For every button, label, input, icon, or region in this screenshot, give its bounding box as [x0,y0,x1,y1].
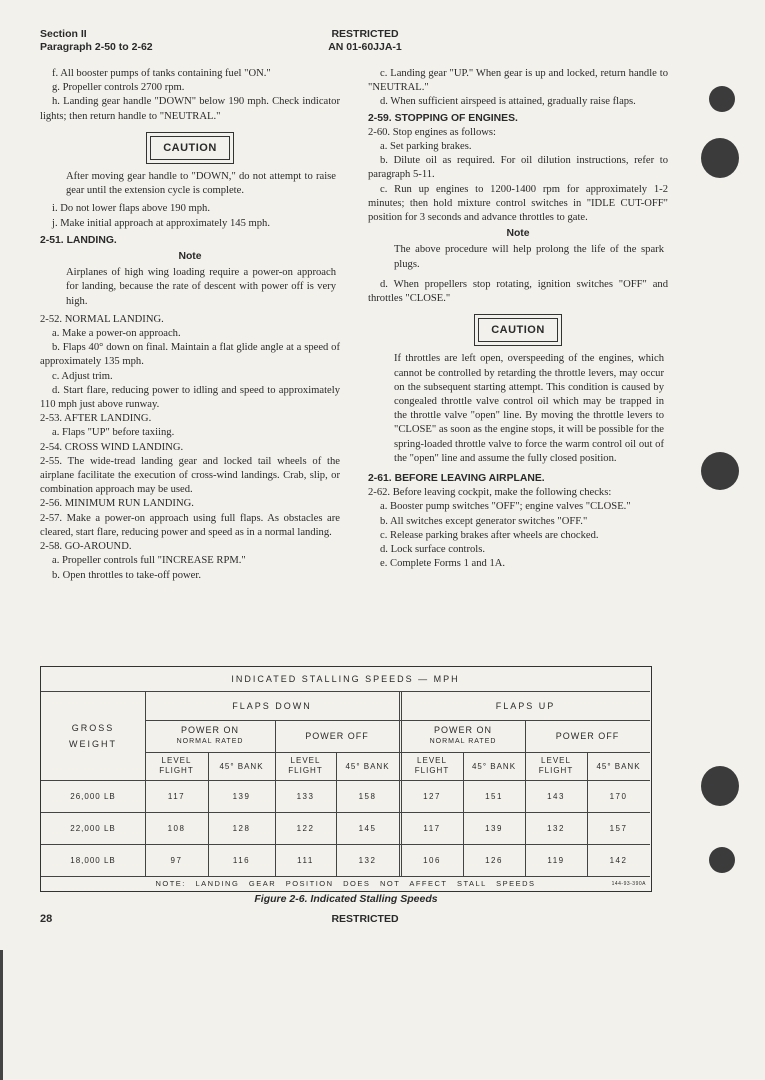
page-edge-shadow [0,950,3,1080]
step-2-52-d: d. Start flare, reducing power to idling and speed to approximately 110 mph just above runway. [40,384,340,411]
speed-cell: 151 [485,791,503,801]
row-weight: 22,000 LB [70,823,116,833]
note-text-right: The above procedure will help prolong the life of the spark plugs. [394,244,664,270]
step-2-52-a: a. Make a power-on approach. [52,328,181,340]
step-2-52-c: c. Adjust trim. [52,370,113,382]
page-number: 28 [40,913,53,925]
binder-hole [709,847,735,873]
figure-caption: Figure 2-6. Indicated Stalling Speeds [254,893,438,905]
speed-cell: 106 [423,855,441,865]
level-label: LEVEL [161,756,192,765]
caution-box-1 [40,132,340,164]
power-on-header-up [401,720,525,752]
para-2-62: 2-62. Before leaving cockpit, make the following checks: [368,487,612,499]
speed-cell: 116 [232,855,251,865]
step-i: i. Do not lower flaps above 190 mph. [52,203,210,215]
flight-label: FLIGHT [538,766,574,775]
note-label-left: Note [178,251,202,263]
speed-cell: 158 [358,791,377,801]
para-2-55: 2-55. The wide-tread landing gear and locked tail wheels of the airplane facilitate the execution of cross-wind landings. Crab, slip, or combination approach may be used. [40,455,340,496]
binder-hole [701,138,739,178]
power-off-header-up: POWER OFF [555,731,620,741]
page-header-center [300,28,430,54]
step-2-62-c: c. Release parking brakes after wheels are chocked. [380,529,599,541]
step-2-60-c: c. Run up engines to 1200-1400 rpm for approximately 1-2 minutes; then hold mixture control switches in "IDLE CUT-OFF" position for 3 seconds and advance throttles to gate. [368,183,668,224]
speed-cell: 133 [296,791,315,801]
step-2-62-b: b. All switches except generator switches "OFF." [380,515,588,527]
step-j: j. Make initial approach at approximately 145 mph. [52,217,270,229]
speed-cell: 132 [547,823,565,833]
step-2-60-d: d. When propellers stop rotating, ignition switches "OFF" and throttles "CLOSE." [368,278,668,305]
para-2-52: 2-52. NORMAL LANDING. [40,313,164,325]
binder-hole [701,766,739,806]
para-2-58: 2-58. GO-AROUND. [40,541,132,553]
heading-2-59: 2-59. STOPPING OF ENGINES. [368,112,518,124]
gross-weight-header [41,691,145,780]
speed-cell: 97 [170,855,183,865]
restricted-marking: RESTRICTED [331,28,399,40]
para-2-57: 2-57. Make a power-on approach using full flaps. As obstacles are cleared, start flare, reducing power and speed as in a normal landing. [40,512,340,538]
speed-cell: 142 [609,855,628,865]
speed-cell: 117 [167,791,186,801]
page-header-left [40,28,153,54]
footer-restricted: RESTRICTED [331,913,399,925]
para-2-60: 2-60. Stop engines as follows: [368,126,496,138]
paragraph-range: Paragraph 2-50 to 2-62 [40,41,153,53]
speed-cell: 145 [358,823,377,833]
speed-cell: 170 [609,791,628,801]
speed-cell: 108 [167,823,186,833]
level-label: LEVEL [541,756,571,765]
speed-cell: 127 [423,791,441,801]
flaps-up-header: FLAPS UP [495,700,556,711]
row-weight: 26,000 LB [70,791,116,801]
caution-label-1: CAUTION [150,136,230,160]
para-2-54: 2-54. CROSS WIND LANDING. [40,441,184,453]
step-f: f. All booster pumps of tanks containing fuel "ON." [52,68,271,79]
level-label: LEVEL [290,756,321,765]
note-label-right: Note [506,228,530,240]
step-2-62-d: d. Lock surface controls. [380,544,486,556]
binder-hole [709,86,735,112]
step-2-52-b: b. Flaps 40° down on final. Maintain a flat glide angle at a speed of approximately 135 mph. [40,342,340,368]
caution-box-2 [368,314,668,346]
bank-header: 45° BANK [596,761,641,771]
table-title: INDICATED STALLING SPEEDS — MPH [231,674,460,684]
speed-cell: 119 [547,855,565,865]
speed-cell: 111 [297,855,314,865]
step-2-58-a: a. Propeller controls full "INCREASE RPM." [52,555,246,567]
bank-header: 45° BANK [471,761,517,771]
speed-cell: 117 [423,823,441,833]
left-column [40,67,340,583]
level-flight-header [145,752,208,780]
level-flight-header [275,752,336,780]
binder-hole [701,452,739,490]
step-h: h. Landing gear handle "DOWN" below 190 mph. Check indicator lights; then return handle to "NEUTRAL." [40,96,340,122]
caution-text-1: After moving gear handle to "DOWN," do not attempt to raise gear until the extension cycle is complete. [66,171,336,197]
level-label: LEVEL [417,756,447,765]
speed-cell: 139 [485,823,503,833]
step-2-60-b: b. Dilute oil as required. For oil dilution instructions, refer to paragraph 5-11. [368,155,668,181]
para-2-56: 2-56. MINIMUM RUN LANDING. [40,498,194,510]
power-on-label: POWER ON [180,725,239,735]
note-text-left: Airplanes of high wing loading require a power-on approach for landing, because the rate of descent with power off is very high. [66,267,336,307]
row-weight: 18,000 LB [70,855,116,865]
speed-cell: 122 [296,823,315,833]
flight-label: FLIGHT [159,766,194,775]
step-2-60-a: a. Set parking brakes. [380,141,472,153]
para-2-53: 2-53. AFTER LANDING. [40,413,152,425]
normal-rated-label: NORMAL RATED [429,738,497,745]
figure-ref: 144-93-390A [611,881,646,887]
speed-cell: 126 [485,855,503,865]
normal-rated-label: NORMAL RATED [176,738,244,745]
section-label: Section II [40,28,87,40]
level-flight-header [401,752,463,780]
step-2-62-a: a. Booster pump switches "OFF"; engine valves "CLOSE." [380,501,631,513]
step-2-62-e: e. Complete Forms 1 and 1A. [380,558,506,570]
speed-cell: 143 [547,791,565,801]
caution-text-2: If throttles are left open, overspeeding of the engines, which cannot be controlled by retarding the throttle levers, may occur on the subsequent starting attempt. This condition is caused by congealed throttle valve control oil which may be trapped in the throttle valve "open" line. By moving the throttle levers to "CLOSE" as soon as the engine stops, it will be possible for the spring-loaded throttle valve to force the warm control oil out of the "open" line and assume the fully closed position. [394,353,664,464]
flight-label: FLIGHT [414,766,450,775]
caution-label-2: CAUTION [478,318,558,342]
step-c: c. Landing gear "UP." When gear is up and locked, return handle to "NEUTRAL." [368,68,668,94]
gross-label: GROSS [71,722,115,733]
document-number: AN 01-60JJA-1 [328,41,402,53]
power-on-header-down [145,720,275,752]
bank-header: 45° BANK [345,761,390,771]
speed-cell: 128 [232,823,251,833]
step-2-58-b: b. Open throttles to take-off power. [52,569,201,581]
power-on-label: POWER ON [433,725,492,735]
bank-header: 45° BANK [219,761,264,771]
right-column [368,67,668,572]
power-off-header-down: POWER OFF [305,731,369,741]
level-flight-header [525,752,587,780]
stall-speed-table [40,666,652,892]
heading-2-51: 2-51. LANDING. [40,234,117,246]
step-d: d. When sufficient airspeed is attained, gradually raise flaps. [380,96,636,108]
speed-cell: 132 [358,855,377,865]
flight-label: FLIGHT [288,766,323,775]
speed-cell: 139 [232,791,251,801]
table-note: NOTE: LANDING GEAR POSITION DOES NOT AFFECT STALL SPEEDS [155,879,536,888]
step-g: g. Propeller controls 2700 rpm. [52,82,185,94]
weight-label: WEIGHT [69,738,117,749]
step-2-53-a: a. Flaps "UP" before taxiing. [52,427,175,439]
heading-2-61: 2-61. BEFORE LEAVING AIRPLANE. [368,473,545,485]
speed-cell: 157 [609,823,628,833]
flaps-down-header: FLAPS DOWN [232,700,312,711]
